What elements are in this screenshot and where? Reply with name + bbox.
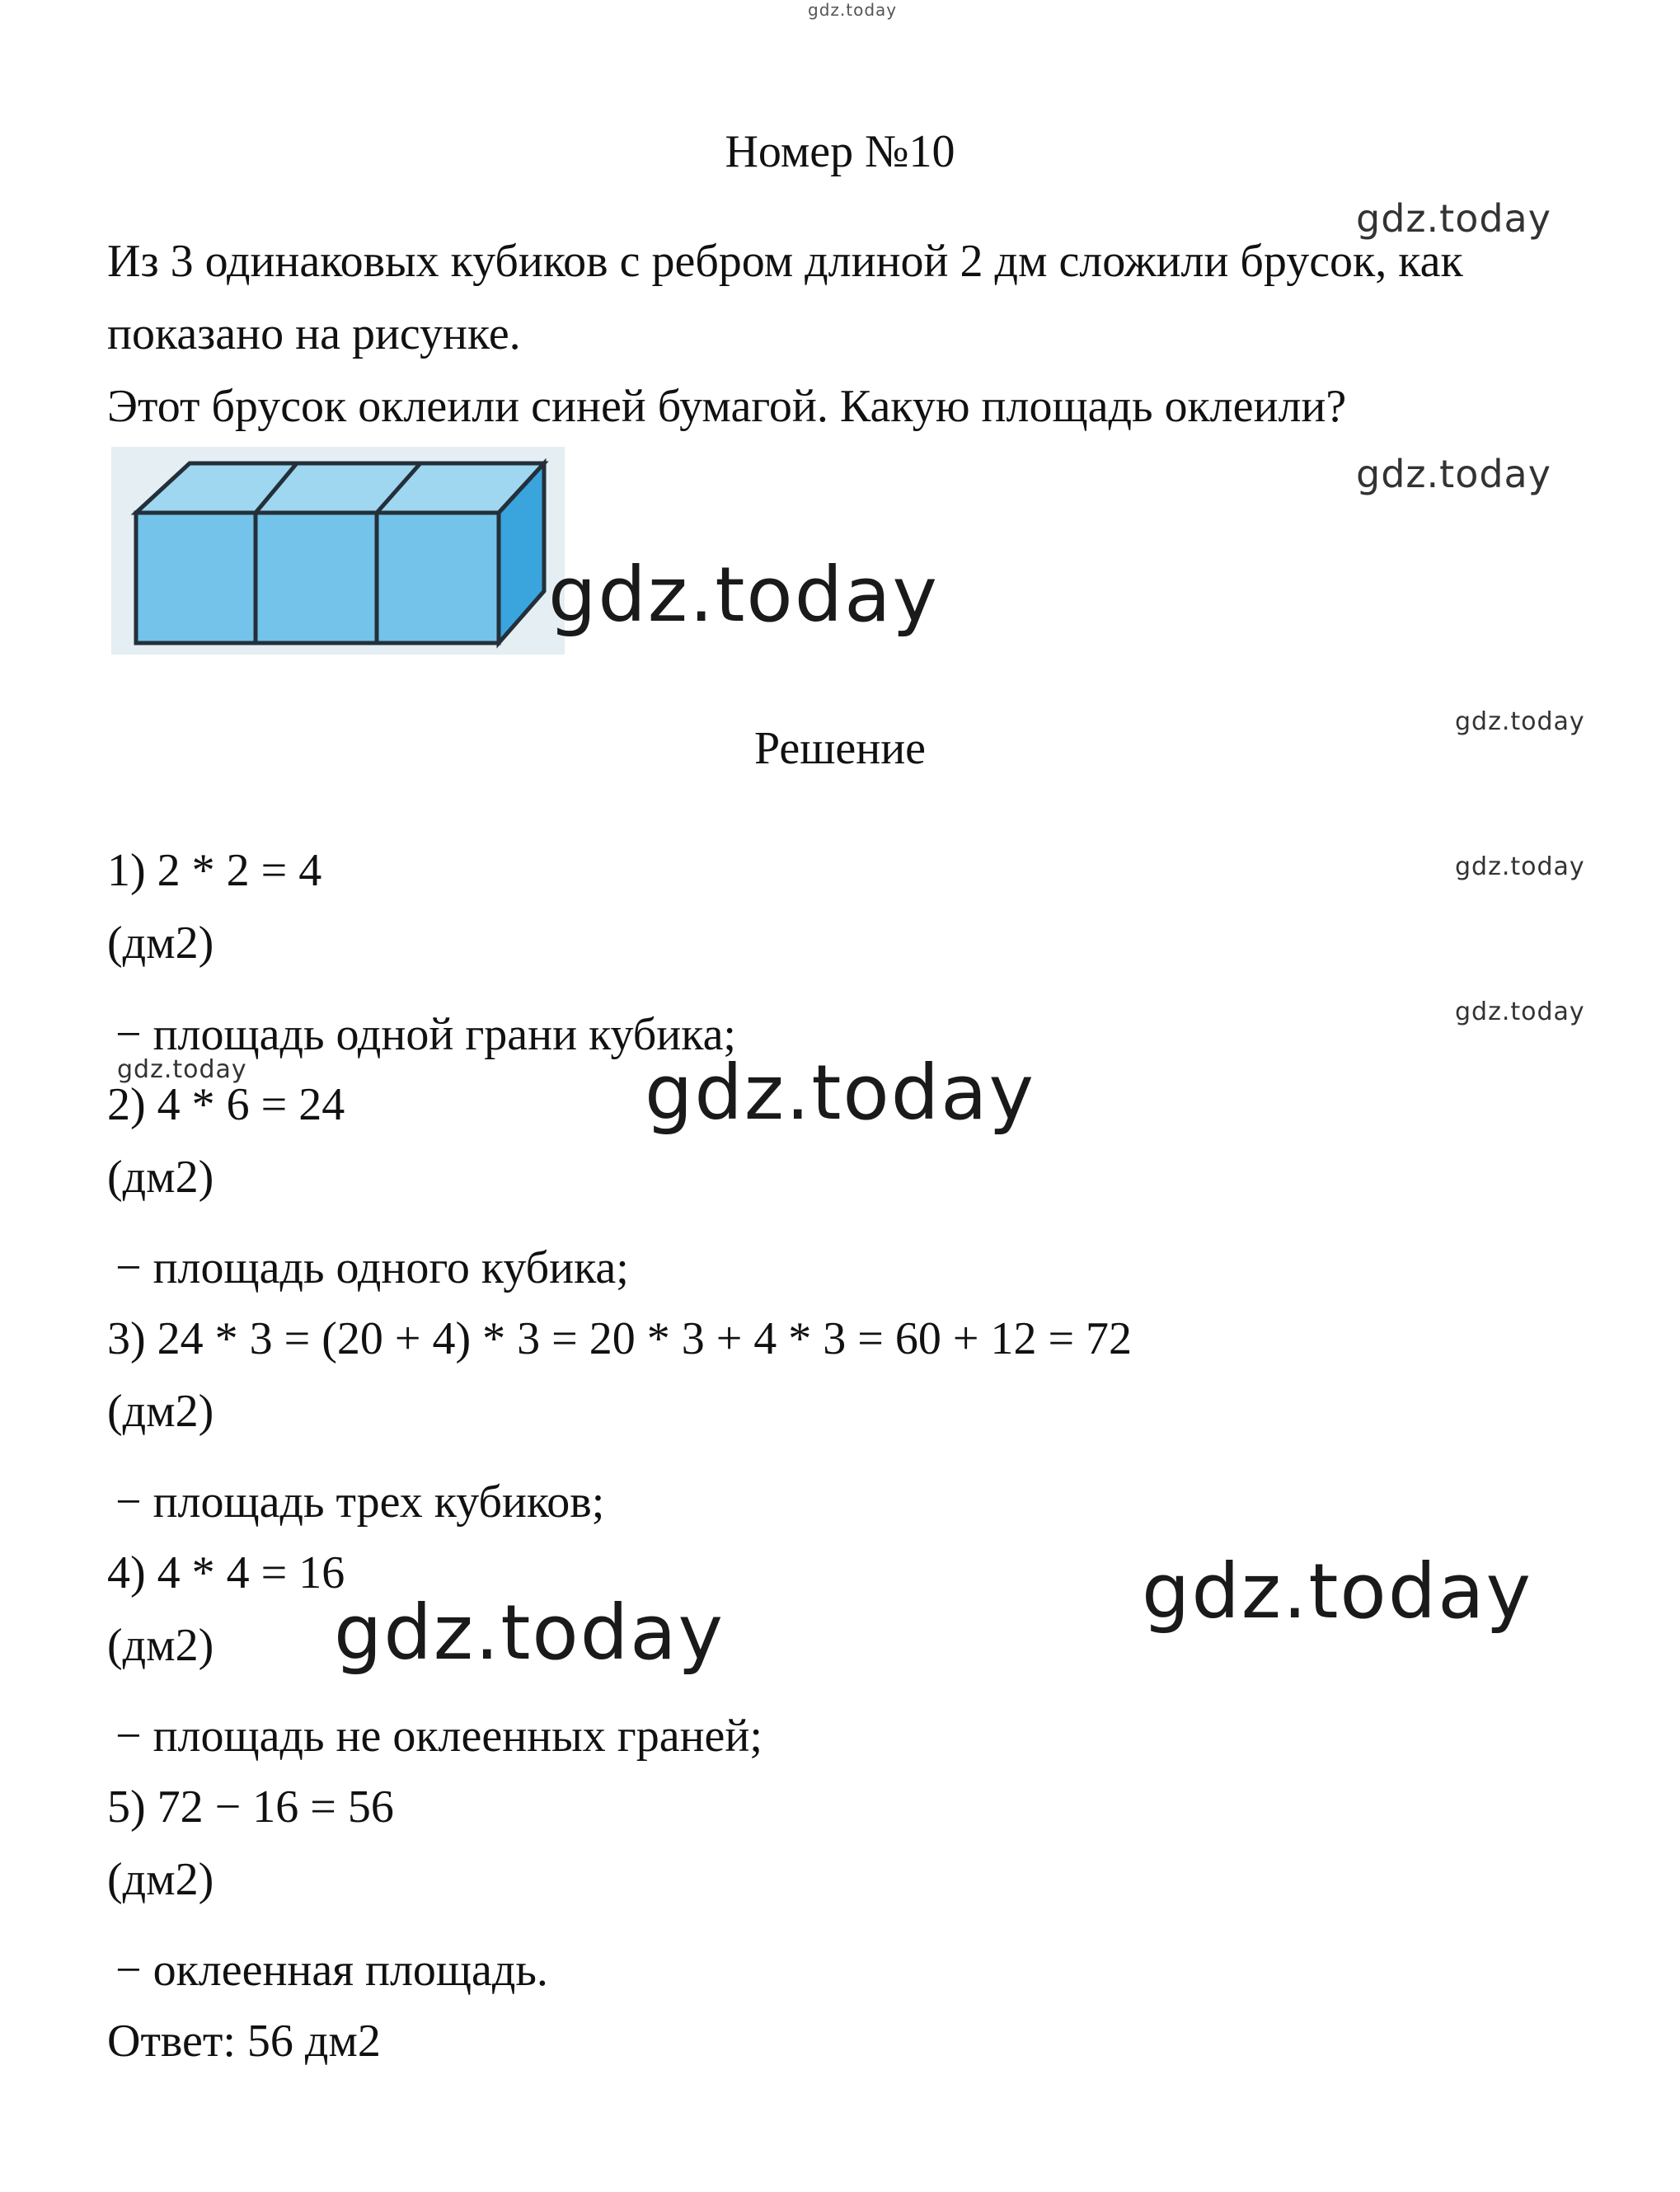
step-2-unit: (дм2) xyxy=(107,1152,214,1203)
step-3-unit: (дм2) xyxy=(107,1386,214,1437)
answer: Ответ: 56 дм2 xyxy=(107,2016,381,2067)
step-1-description: − площадь одной грани кубика; xyxy=(115,1009,736,1060)
step-3-description: − площадь трех кубиков; xyxy=(115,1476,605,1528)
watermark: gdz.today xyxy=(1455,707,1585,736)
solution-heading: Решение xyxy=(753,723,927,774)
step-1-unit: (дм2) xyxy=(107,918,214,969)
bar-front-face xyxy=(136,513,499,643)
step-5-unit: (дм2) xyxy=(107,1854,214,1905)
bar-top-face xyxy=(136,463,544,513)
watermark: gdz.today xyxy=(334,1589,725,1677)
watermark: gdz.today xyxy=(1455,852,1585,881)
step-2-expression: 2) 4 * 6 = 24 xyxy=(107,1079,345,1130)
header-watermark: gdz.today xyxy=(808,0,898,20)
cubes-bar-figure xyxy=(111,447,565,655)
watermark: gdz.today xyxy=(1356,196,1551,241)
step-5-description: − оклеенная площадь. xyxy=(115,1945,548,1996)
step-2-description: − площадь одного кубика; xyxy=(115,1242,629,1293)
step-5-expression: 5) 72 − 16 = 56 xyxy=(107,1781,394,1833)
problem-line-1: Из 3 одинаковых кубиков с ребром длиной 2 дм сложили брусок, как xyxy=(107,236,1463,287)
step-4-unit: (дм2) xyxy=(107,1620,214,1671)
problem-line-3: Этот брусок оклеили синей бумагой. Какую площадь оклеили? xyxy=(107,381,1347,432)
step-1-expression: 1) 2 * 2 = 4 xyxy=(107,845,322,896)
step-3-expression: 3) 24 * 3 = (20 + 4) * 3 = 20 * 3 + 4 * 3 = 60 + 12 = 72 xyxy=(107,1313,1133,1364)
watermark: gdz.today xyxy=(117,1055,247,1084)
page-title: Номер №10 xyxy=(725,126,955,177)
problem-line-2: показано на рисунке. xyxy=(107,308,521,359)
watermark: gdz.today xyxy=(548,551,939,639)
watermark: gdz.today xyxy=(1356,452,1551,496)
step-4-description: − площадь не оклеенных граней; xyxy=(115,1711,763,1762)
watermark: gdz.today xyxy=(1142,1547,1532,1636)
watermark: gdz.today xyxy=(1455,997,1585,1026)
watermark: gdz.today xyxy=(645,1049,1035,1137)
step-4-expression: 4) 4 * 4 = 16 xyxy=(107,1547,345,1598)
